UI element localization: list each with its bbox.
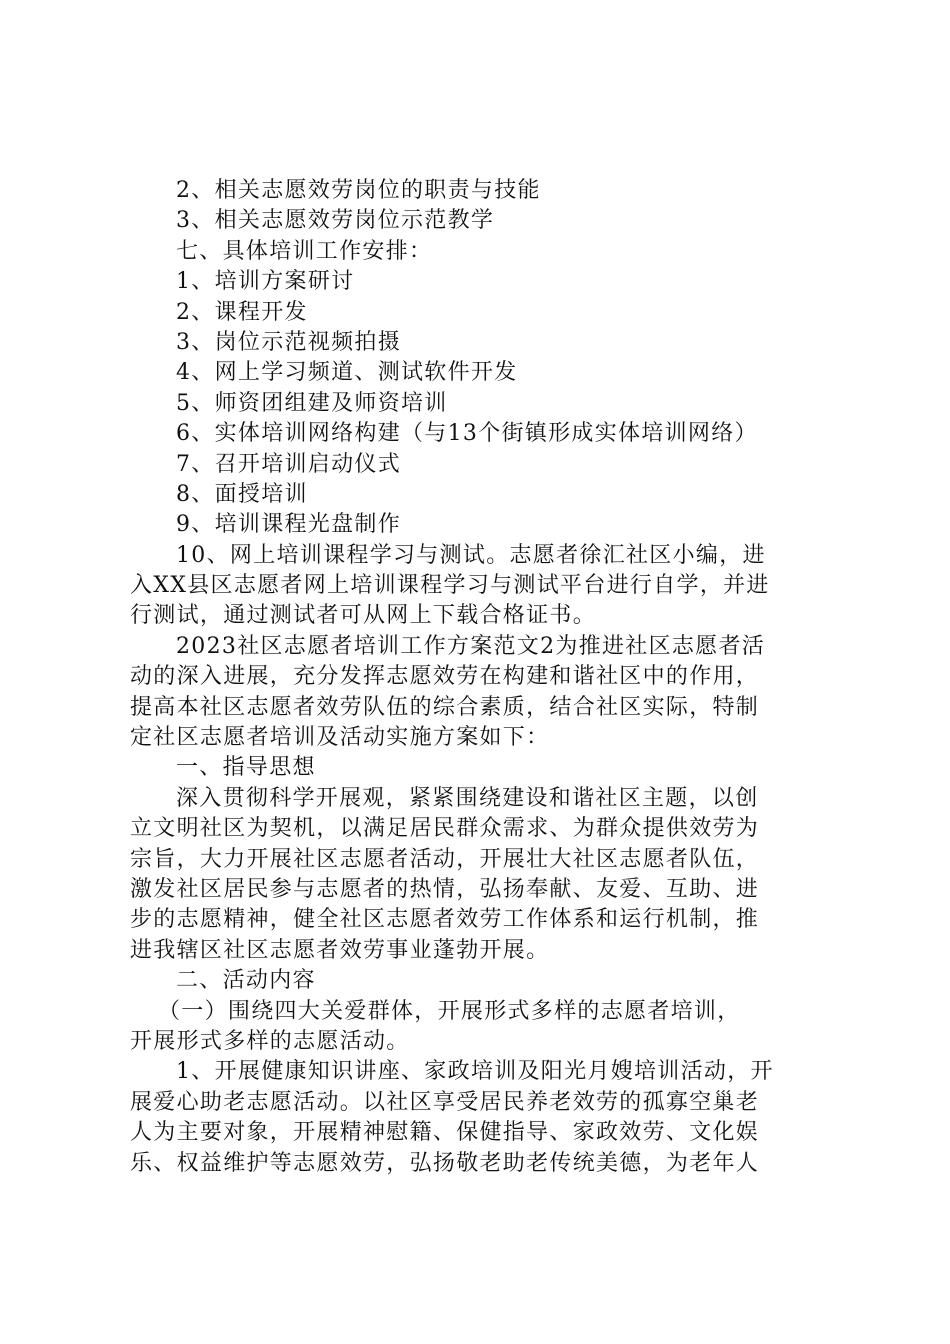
paragraph-line: 步的志愿精神，健全社区志愿者效劳工作体系和运行机制，推: [130, 907, 760, 933]
paragraph-line: 10、网上培训课程学习与测试。志愿者徐汇社区小编，进: [176, 542, 766, 568]
paragraph-line: 提高本社区志愿者效劳队伍的综合素质，结合社区实际，特制: [130, 694, 760, 720]
paragraph-line: 定社区志愿者培训及活动实施方案如下：: [130, 725, 550, 751]
list-item: 2、相关志愿效劳岗位的职责与技能: [176, 178, 541, 203]
paragraph-line: 人为主要对象，开展精神慰籍、保健指导、家政效劳、文化娱: [130, 1120, 760, 1146]
list-item: 5、师资团组建及师资培训: [176, 390, 448, 416]
list-item: 8、面授培训: [176, 481, 308, 507]
paragraph-line: 乐、权益维护等志愿效劳，弘扬敬老助老传统美德，为老年人: [130, 1150, 760, 1176]
paragraph-line: 深入贯彻科学开展观，紧紧围绕建设和谐社区主题，以创: [176, 785, 759, 811]
list-item: 9、培训课程光盘制作: [176, 512, 401, 538]
paragraph-line: 展爱心助老志愿活动。以社区享受居民养老效劳的孤寡空巢老: [130, 1089, 760, 1115]
paragraph-line: 2023社区志愿者培训工作方案范文2为推进社区志愿者活: [176, 633, 766, 659]
paragraph-line: 立文明社区为契机，以满足居民群众需求、为群众提供效劳为: [130, 816, 760, 842]
paragraph-line: 宗旨，大力开展社区志愿者活动，开展壮大社区志愿者队伍，: [130, 846, 760, 872]
list-item: 6、实体培训网络构建（与13个街镇形成实体培训网络）: [176, 421, 758, 447]
paragraph-line: （一）围绕四大关爱群体，开展形式多样的志愿者培训，: [158, 998, 741, 1024]
section-heading: 七、具体培训工作安排：: [176, 238, 433, 264]
section-heading: 一、指导思想: [176, 755, 316, 781]
paragraph-line: 入XX县区志愿者网上培训课程学习与测试平台进行自学，并进: [130, 573, 770, 599]
paragraph-line: 进我辖区社区志愿者效劳事业蓬勃开展。: [130, 937, 550, 963]
paragraph-line: 1、开展健康知识讲座、家政培训及阳光月嫂培训活动，开: [176, 1059, 774, 1085]
list-item: 7、召开培训启动仪式: [176, 451, 401, 477]
list-item: 1、培训方案研讨: [176, 269, 355, 295]
list-item: 4、网上学习频道、测试软件开发: [176, 360, 518, 386]
paragraph-line: 行测试，通过测试者可从网上下载合格证书。: [130, 603, 597, 629]
section-heading: 二、活动内容: [176, 968, 316, 994]
document-body: [130, 176, 830, 1179]
list-item: 3、相关志愿效劳岗位示范教学: [176, 208, 495, 234]
list-item: 2、课程开发: [176, 299, 308, 325]
paragraph-line: 激发社区居民参与志愿者的热情，弘扬奉献、友爱、互助、进: [130, 876, 760, 902]
paragraph-line: 动的深入进展，充分发挥志愿效劳在构建和谐社区中的作用，: [130, 664, 760, 690]
paragraph-line: 开展形式多样的志愿活动。: [130, 1028, 410, 1054]
list-item: 3、岗位示范视频拍摄: [176, 329, 401, 355]
